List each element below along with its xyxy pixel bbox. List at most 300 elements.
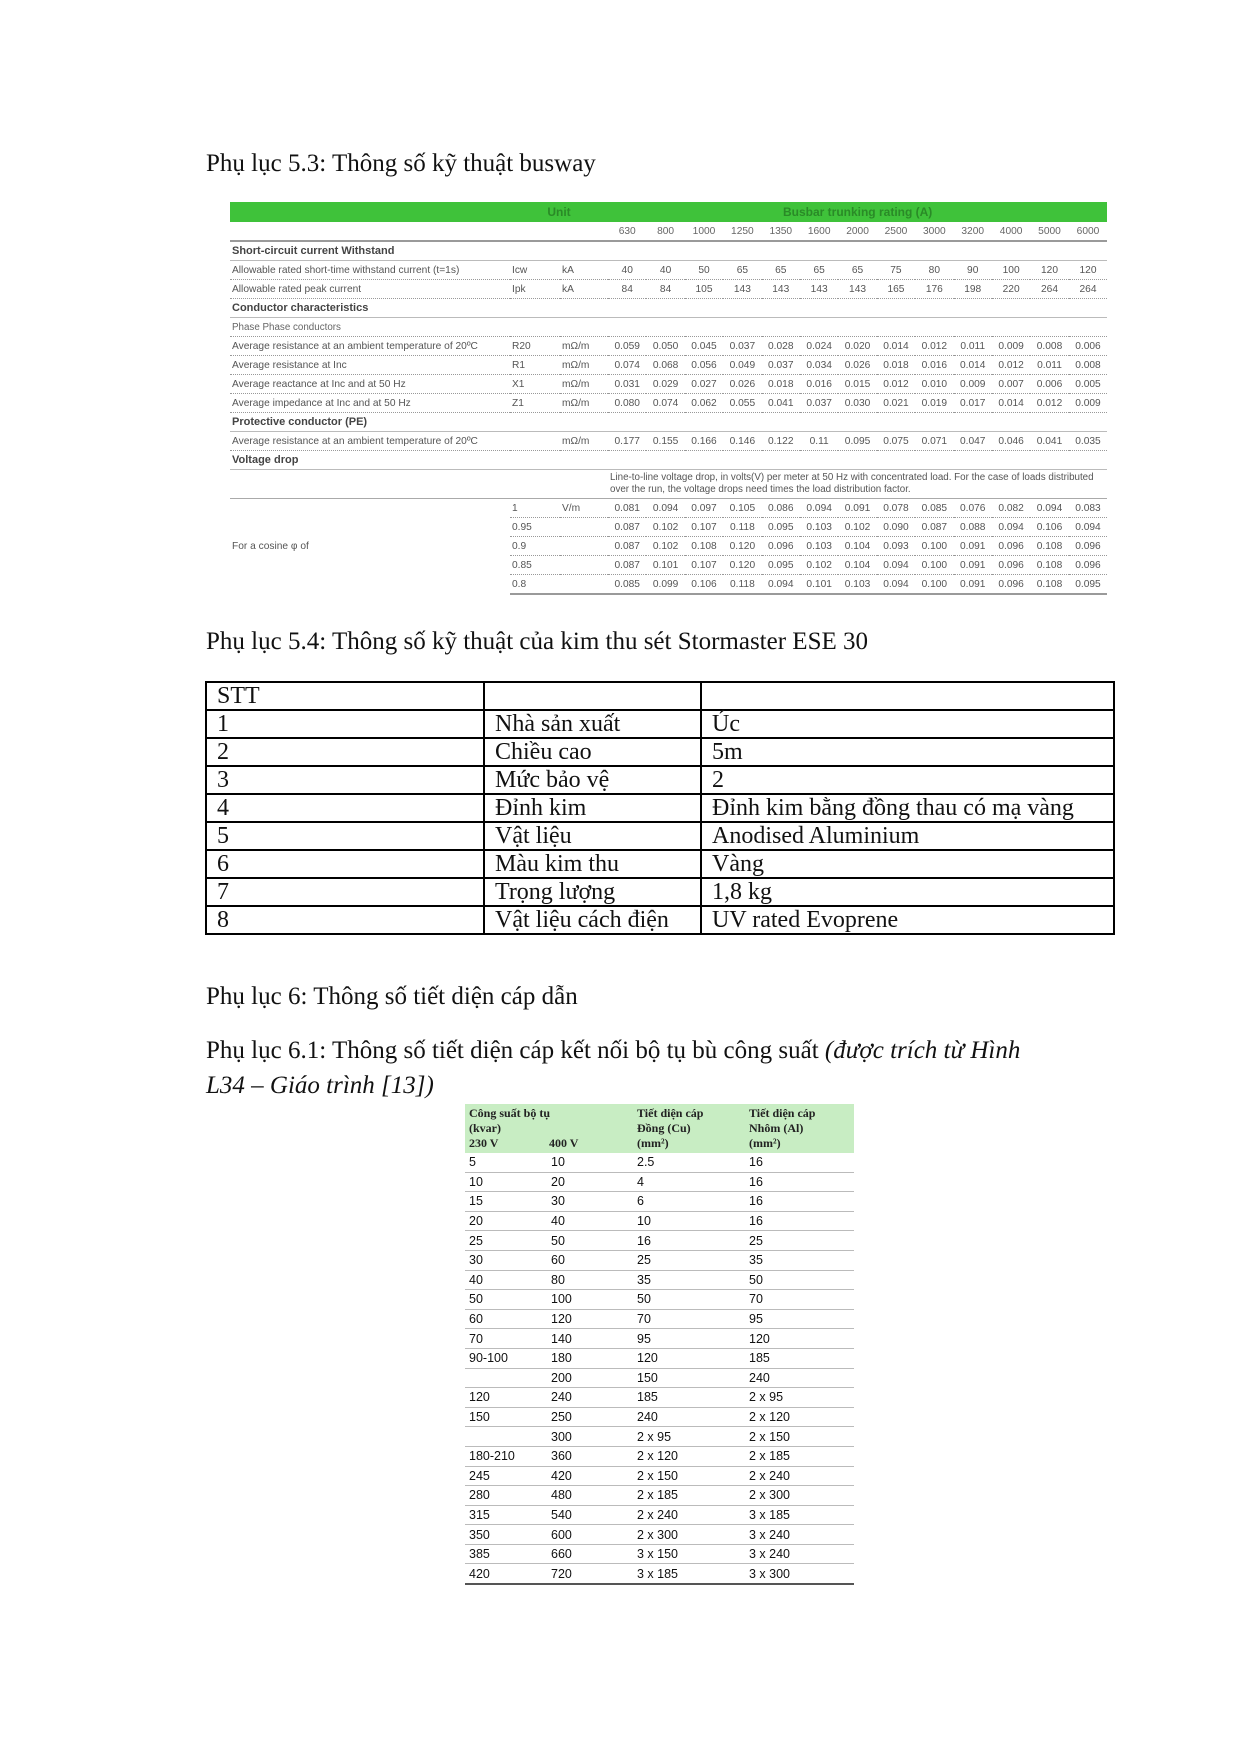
busway-cell: 0.026 [838, 356, 876, 375]
heading-appendix-5-3: Phụ lục 5.3: Thông số kỹ thuật busway [206, 150, 596, 177]
cable-row [465, 1505, 854, 1525]
cable-cell: 60 [465, 1309, 547, 1329]
busway-cos-value: 0.8 [510, 575, 560, 595]
busway-section-label-short_circuit: Short-circuit current Withstand [230, 241, 1107, 261]
busway-cell: 0.016 [915, 356, 953, 375]
busway-rating-3: 1250 [723, 222, 761, 241]
busway-row-label: Average reactance at Inc and at 50 Hz [230, 375, 510, 394]
cable-h-power: Công suất bộ tụ [469, 1106, 551, 1120]
busway-vdrop-cell: 0.094 [992, 518, 1030, 537]
busway-row [230, 394, 1107, 413]
busway-rating-7: 2500 [877, 222, 915, 241]
busway-cell: 50 [685, 261, 723, 280]
cable-cell: 16 [633, 1231, 745, 1251]
cable-cell: 150 [465, 1407, 547, 1427]
busway-section-label-conductor: Conductor characteristics [230, 299, 1107, 318]
cable-cell: 240 [745, 1368, 854, 1388]
cable-h-cu3: (mm²) [637, 1136, 669, 1150]
busway-vdrop-cell: 0.082 [992, 499, 1030, 518]
busway-row-symbol: R1 [510, 356, 560, 375]
busway-row-label: Average resistance at Inc [230, 356, 510, 375]
busway-cell: 40 [608, 261, 646, 280]
busway-row-symbol [510, 432, 560, 451]
ese-cell: 4 [206, 794, 484, 822]
busway-cell: 0.015 [838, 375, 876, 394]
busway-cell: 0.024 [800, 337, 838, 356]
busway-cell: 0.037 [800, 394, 838, 413]
busway-vdrop-cell: 0.095 [762, 556, 800, 575]
cable-row [465, 1368, 854, 1388]
busway-rating-2: 1000 [685, 222, 723, 241]
busway-vdrop-cell: 0.102 [838, 518, 876, 537]
heading-6-1-plain: Phụ lục 6.1: Thông số tiết diện cáp kết nối bộ tụ bù công suất [206, 1037, 825, 1064]
cable-cell: 80 [547, 1270, 633, 1290]
cable-cell: 2 x 300 [633, 1525, 745, 1545]
cable-cell: 4 [633, 1172, 745, 1192]
cable-cell: 3 x 300 [745, 1564, 854, 1584]
busway-vdrop-cell: 0.094 [1030, 499, 1068, 518]
busway-cell: 0.037 [723, 337, 761, 356]
busway-cell: 0.041 [762, 394, 800, 413]
cable-cell: 2 x 150 [633, 1466, 745, 1486]
ese-header-cell [484, 682, 701, 710]
cable-row [465, 1348, 854, 1368]
cable-cell: 10 [633, 1211, 745, 1231]
busway-cell: 0.012 [915, 337, 953, 356]
busway-row-symbol: X1 [510, 375, 560, 394]
busway-cell: 220 [992, 280, 1030, 299]
busway-ratings-row [230, 222, 1107, 241]
cable-cell: 2 x 150 [745, 1427, 854, 1447]
busway-cos-value: 0.9 [510, 537, 560, 556]
cable-row [465, 1427, 854, 1447]
busway-row [230, 261, 1107, 280]
busway-vdrop-cell: 0.083 [1069, 499, 1108, 518]
busway-vdrop-unit: V/m [560, 499, 608, 518]
busway-cell: 0.177 [608, 432, 646, 451]
cable-cell: 100 [547, 1290, 633, 1310]
busway-vdrop-cell: 0.091 [838, 499, 876, 518]
busway-cell: 0.008 [1069, 356, 1108, 375]
cable-cell: 3 x 150 [633, 1544, 745, 1564]
ese-header-cell: STT [206, 682, 484, 710]
cable-cell: 360 [547, 1446, 633, 1466]
ese-header-cell [701, 682, 1114, 710]
busway-cos-value: 0.85 [510, 556, 560, 575]
ese-row [206, 710, 1114, 738]
busway-vdrop-cell: 0.103 [838, 575, 876, 595]
cable-cell: 3 x 240 [745, 1525, 854, 1545]
cable-cell: 20 [465, 1211, 547, 1231]
cable-row [465, 1153, 854, 1172]
cable-cell: 540 [547, 1505, 633, 1525]
ese-cell: 8 [206, 906, 484, 934]
ese-cell: Chiều cao [484, 738, 701, 766]
busway-vdrop-cell: 0.106 [685, 575, 723, 595]
cable-h-230: 230 V [469, 1136, 499, 1150]
busway-vdrop-cell: 0.087 [608, 537, 646, 556]
busway-cell: 84 [646, 280, 684, 299]
heading-appendix-5-4: Phụ lục 5.4: Thông số kỹ thuật của kim thu sét Stormaster ESE 30 [206, 628, 868, 655]
busway-cell: 0.021 [877, 394, 915, 413]
ese-cell: Vật liệu cách điện [484, 906, 701, 934]
busway-vdrop-cell: 0.096 [992, 575, 1030, 595]
ese-cell: Màu kim thu [484, 850, 701, 878]
busway-vdrop-cell: 0.094 [762, 575, 800, 595]
busway-cell: 0.012 [992, 356, 1030, 375]
busway-vdrop-cell: 0.104 [838, 556, 876, 575]
busway-vdrop-cell: 0.100 [915, 556, 953, 575]
busway-vdrop-cell: 0.090 [877, 518, 915, 537]
busway-cell: 165 [877, 280, 915, 299]
busway-vdrop-cell: 0.087 [608, 518, 646, 537]
busway-cell: 264 [1069, 280, 1108, 299]
busway-cell: 264 [1030, 280, 1068, 299]
cable-cell: 2 x 240 [745, 1466, 854, 1486]
busway-vdrop-unit [560, 518, 608, 537]
busway-vdrop-cell: 0.096 [1069, 537, 1108, 556]
busway-row [230, 356, 1107, 375]
heading-6-1-italic-a: (được trích từ Hình [824, 1037, 1021, 1064]
cable-cell: 16 [745, 1172, 854, 1192]
cable-cell: 2 x 120 [745, 1407, 854, 1427]
ese-cell: UV rated Evoprene [701, 906, 1114, 934]
busway-cell: 0.005 [1069, 375, 1108, 394]
busway-cell: 0.062 [685, 394, 723, 413]
cable-cell: 95 [745, 1309, 854, 1329]
busway-vdrop-cell: 0.096 [762, 537, 800, 556]
busway-cell: 0.046 [992, 432, 1030, 451]
busway-vdrop-cell: 0.096 [992, 556, 1030, 575]
ese-cell: Đỉnh kim [484, 794, 701, 822]
busway-cell: 0.014 [954, 356, 992, 375]
busway-cell: 0.029 [646, 375, 684, 394]
busway-vdrop-cell: 0.091 [954, 537, 992, 556]
busway-vdrop-cell: 0.094 [877, 556, 915, 575]
busway-vdrop-cell: 0.100 [915, 537, 953, 556]
cable-row [465, 1309, 854, 1329]
cable-row [465, 1525, 854, 1545]
busway-rating-4: 1350 [762, 222, 800, 241]
ese-cell: 3 [206, 766, 484, 794]
busway-row [230, 280, 1107, 299]
busway-vdrop-cell: 0.105 [723, 499, 761, 518]
cable-row [465, 1172, 854, 1192]
cable-cell: 16 [745, 1211, 854, 1231]
busway-row [230, 375, 1107, 394]
cable-cell: 240 [547, 1388, 633, 1408]
busway-vdrop-cell: 0.093 [877, 537, 915, 556]
heading-appendix-6-1 [206, 1033, 1106, 1103]
cable-cell: 2 x 185 [633, 1486, 745, 1506]
busway-cell: 120 [1069, 261, 1108, 280]
busway-header-blank [230, 202, 510, 222]
ese-header-row [206, 682, 1114, 710]
ese-row [206, 878, 1114, 906]
cable-cell: 2.5 [633, 1153, 745, 1172]
cable-row [465, 1250, 854, 1270]
busway-cos-label: For a cosine φ of [232, 541, 309, 552]
busway-vdrop-cell: 0.099 [646, 575, 684, 595]
busway-vdrop-cell: 0.095 [762, 518, 800, 537]
busway-cell: 0.095 [838, 432, 876, 451]
busway-vdrop-cell: 0.088 [954, 518, 992, 537]
cable-row [465, 1544, 854, 1564]
cable-h-voltages [469, 1136, 629, 1151]
busway-cell: 0.014 [992, 394, 1030, 413]
busway-row-label: Allowable rated peak current [230, 280, 510, 299]
cable-cell: 250 [547, 1407, 633, 1427]
cable-header-cu [633, 1104, 745, 1153]
cable-cell: 90-100 [465, 1348, 547, 1368]
busway-cell: 90 [954, 261, 992, 280]
busway-section-label-vdrop: Voltage drop [230, 451, 1107, 470]
busway-row-label: Average resistance at an ambient temperature of 20ºC [230, 432, 510, 451]
ese-cell: 2 [701, 766, 1114, 794]
busway-row [230, 432, 1107, 451]
busway-vdrop-cell: 0.101 [646, 556, 684, 575]
busway-cos-value: 1 [510, 499, 560, 518]
busway-cell: 0.012 [877, 375, 915, 394]
busway-vdrop-cell: 0.118 [723, 518, 761, 537]
busway-rating-11: 5000 [1030, 222, 1068, 241]
busway-vdrop-cell: 0.078 [877, 499, 915, 518]
busway-vdrop-cell: 0.108 [1030, 556, 1068, 575]
busway-cell: 0.026 [723, 375, 761, 394]
busway-rating-0: 630 [608, 222, 646, 241]
cable-cell: 70 [465, 1329, 547, 1349]
busway-row-unit: kA [560, 280, 608, 299]
busway-cell: 100 [992, 261, 1030, 280]
busway-vdrop-cell: 0.118 [723, 575, 761, 595]
busway-vdrop-cell: 0.120 [723, 556, 761, 575]
busway-vdrop-desc: Line-to-line voltage drop, in volts(V) per meter at 50 Hz with concentrated load. For the case of loads distributed over the run, the voltage drops need times the load distribution factor. [608, 470, 1107, 499]
cable-row [465, 1407, 854, 1427]
cable-cell: 2 x 300 [745, 1486, 854, 1506]
busway-subsection-phase [230, 318, 1107, 337]
busway-row-label: Allowable rated short-time withstand current (t=1s) [230, 261, 510, 280]
busway-vdrop-cell: 0.120 [723, 537, 761, 556]
busway-rating-12: 6000 [1069, 222, 1108, 241]
busway-row-label: Average impedance at Inc and at 50 Hz [230, 394, 510, 413]
ese-cell: Nhà sản xuất [484, 710, 701, 738]
busway-vdrop-cell: 0.091 [954, 556, 992, 575]
busway-cell: 40 [646, 261, 684, 280]
busway-cell: 0.074 [608, 356, 646, 375]
busway-cell: 0.11 [800, 432, 838, 451]
busway-vdrop-cell: 0.087 [915, 518, 953, 537]
cable-h-al1: Tiết diện cáp [749, 1106, 816, 1120]
busway-vdrop-cell: 0.096 [992, 537, 1030, 556]
cable-cell: 50 [745, 1270, 854, 1290]
busway-vdrop-cell: 0.091 [954, 575, 992, 595]
busway-cell: 0.014 [877, 337, 915, 356]
busway-header-row [230, 202, 1107, 222]
cable-cell: 3 x 185 [745, 1505, 854, 1525]
busway-vdrop-unit [560, 575, 608, 595]
cable-row [465, 1270, 854, 1290]
ese-cell: 7 [206, 878, 484, 906]
cable-row [465, 1211, 854, 1231]
busway-cell: 0.012 [1030, 394, 1068, 413]
busway-cell: 0.037 [762, 356, 800, 375]
busway-section-short_circuit [230, 241, 1107, 261]
cable-cell: 70 [633, 1309, 745, 1329]
cable-cell: 200 [547, 1368, 633, 1388]
cable-cell: 40 [547, 1211, 633, 1231]
busway-vdrop-desc-row [230, 470, 1107, 499]
busway-cos-value: 0.95 [510, 518, 560, 537]
cable-cell: 15 [465, 1192, 547, 1212]
busway-section-pe [230, 413, 1107, 432]
cable-cell: 70 [745, 1290, 854, 1310]
busway-cell: 80 [915, 261, 953, 280]
busway-vdrop-cell: 0.102 [800, 556, 838, 575]
busway-vdrop-unit [560, 556, 608, 575]
cable-cell: 120 [465, 1388, 547, 1408]
cable-cell: 2 x 185 [745, 1446, 854, 1466]
cable-cell: 10 [547, 1153, 633, 1172]
busway-vdrop-cell: 0.085 [608, 575, 646, 595]
cable-cell: 30 [547, 1192, 633, 1212]
busway-cell: 105 [685, 280, 723, 299]
cable-row [465, 1486, 854, 1506]
busway-vdrop-cell: 0.096 [1069, 556, 1108, 575]
ese30-spec-table [205, 681, 1115, 935]
busway-cell: 0.049 [723, 356, 761, 375]
cable-cell: 240 [633, 1407, 745, 1427]
busway-cell: 0.155 [646, 432, 684, 451]
cable-section-table [465, 1104, 854, 1585]
busway-cell: 0.007 [992, 375, 1030, 394]
busway-vdrop-cell: 0.087 [608, 556, 646, 575]
busway-cell: 0.122 [762, 432, 800, 451]
cable-cell: 50 [465, 1290, 547, 1310]
cable-cell: 185 [633, 1388, 745, 1408]
cable-cell: 16 [745, 1192, 854, 1212]
ese-cell: Đỉnh kim bằng đồng thau có mạ vàng [701, 794, 1114, 822]
busway-vdrop-cell: 0.085 [915, 499, 953, 518]
busway-vdrop-cell: 0.108 [1030, 537, 1068, 556]
busway-cell: 0.045 [685, 337, 723, 356]
cable-row [465, 1231, 854, 1251]
ese-cell: 5m [701, 738, 1114, 766]
cable-h-cu1: Tiết diện cáp [637, 1106, 704, 1120]
cable-cell: 120 [547, 1309, 633, 1329]
cable-h-kvar: (kvar) [469, 1121, 501, 1135]
busway-rating-10: 4000 [992, 222, 1030, 241]
busway-cell: 0.009 [954, 375, 992, 394]
busway-cell: 0.075 [877, 432, 915, 451]
busway-row-unit: mΩ/m [560, 394, 608, 413]
cable-cell: 660 [547, 1544, 633, 1564]
cable-cell: 3 x 185 [633, 1564, 745, 1584]
busway-row-symbol: R20 [510, 337, 560, 356]
busway-row-symbol: Ipk [510, 280, 560, 299]
busway-row [230, 337, 1107, 356]
busway-vdrop-row [230, 499, 1107, 518]
ese-row [206, 906, 1114, 934]
cable-cell: 600 [547, 1525, 633, 1545]
ese-row [206, 850, 1114, 878]
busway-cell: 0.008 [1030, 337, 1068, 356]
cable-h-al2: Nhôm (Al) [749, 1121, 804, 1135]
busway-cell: 0.055 [723, 394, 761, 413]
busway-cell: 0.018 [877, 356, 915, 375]
busway-row-unit: mΩ/m [560, 356, 608, 375]
busway-cell: 143 [762, 280, 800, 299]
busway-cell: 0.006 [1030, 375, 1068, 394]
cable-cell: 150 [633, 1368, 745, 1388]
cable-cell: 350 [465, 1525, 547, 1545]
cable-cell: 140 [547, 1329, 633, 1349]
busway-vdrop-blank [230, 470, 608, 499]
busway-row-unit: mΩ/m [560, 432, 608, 451]
cable-cell: 315 [465, 1505, 547, 1525]
heading-appendix-6: Phụ lục 6: Thông số tiết diện cáp dẫn [206, 983, 578, 1010]
cable-cell: 10 [465, 1172, 547, 1192]
cable-cell: 6 [633, 1192, 745, 1212]
cable-row [465, 1329, 854, 1349]
cable-cell: 40 [465, 1270, 547, 1290]
cable-cell: 420 [465, 1564, 547, 1584]
busway-cell: 0.050 [646, 337, 684, 356]
cable-cell: 280 [465, 1486, 547, 1506]
cable-row [465, 1564, 854, 1584]
busway-cell: 0.059 [608, 337, 646, 356]
cable-cell [465, 1368, 547, 1388]
busway-row-unit: mΩ/m [560, 375, 608, 394]
busway-vdrop-cell: 0.108 [685, 537, 723, 556]
busway-vdrop-cell: 0.086 [762, 499, 800, 518]
busway-row-symbol: Z1 [510, 394, 560, 413]
cable-cell: 35 [633, 1270, 745, 1290]
busway-cell: 0.010 [915, 375, 953, 394]
busway-cell: 0.011 [1030, 356, 1068, 375]
cable-cell: 120 [745, 1329, 854, 1349]
ese-row [206, 766, 1114, 794]
heading-6-1-italic-b: L34 – Giáo trình [13]) [206, 1072, 434, 1099]
cable-cell: 2 x 95 [745, 1388, 854, 1408]
ese-cell: Vật liệu [484, 822, 701, 850]
cable-cell: 2 x 95 [633, 1427, 745, 1447]
cable-cell: 95 [633, 1329, 745, 1349]
busway-vdrop-cell: 0.081 [608, 499, 646, 518]
cable-row [465, 1466, 854, 1486]
busway-subsection-phase-label: Phase Phase conductors [230, 318, 1107, 337]
busway-cell: 0.019 [915, 394, 953, 413]
busway-row-unit: mΩ/m [560, 337, 608, 356]
busway-cell: 0.009 [1069, 394, 1108, 413]
ese-row [206, 822, 1114, 850]
cable-row [465, 1446, 854, 1466]
cable-cell: 120 [633, 1348, 745, 1368]
busway-vdrop-cell: 0.103 [800, 537, 838, 556]
busway-vdrop-cell: 0.103 [800, 518, 838, 537]
busway-cell: 0.028 [762, 337, 800, 356]
cable-cell: 420 [547, 1466, 633, 1486]
busway-ratings-blank [230, 222, 608, 241]
busway-cell: 0.071 [915, 432, 953, 451]
busway-spec-table [230, 202, 1107, 595]
cable-h-al3: (mm²) [749, 1136, 781, 1150]
busway-vdrop-cell: 0.094 [1069, 518, 1108, 537]
busway-vdrop-cell: 0.094 [800, 499, 838, 518]
busway-vdrop-cell: 0.095 [1069, 575, 1108, 595]
busway-vdrop-unit [560, 537, 608, 556]
busway-cell: 0.020 [838, 337, 876, 356]
busway-section-vdrop [230, 451, 1107, 470]
